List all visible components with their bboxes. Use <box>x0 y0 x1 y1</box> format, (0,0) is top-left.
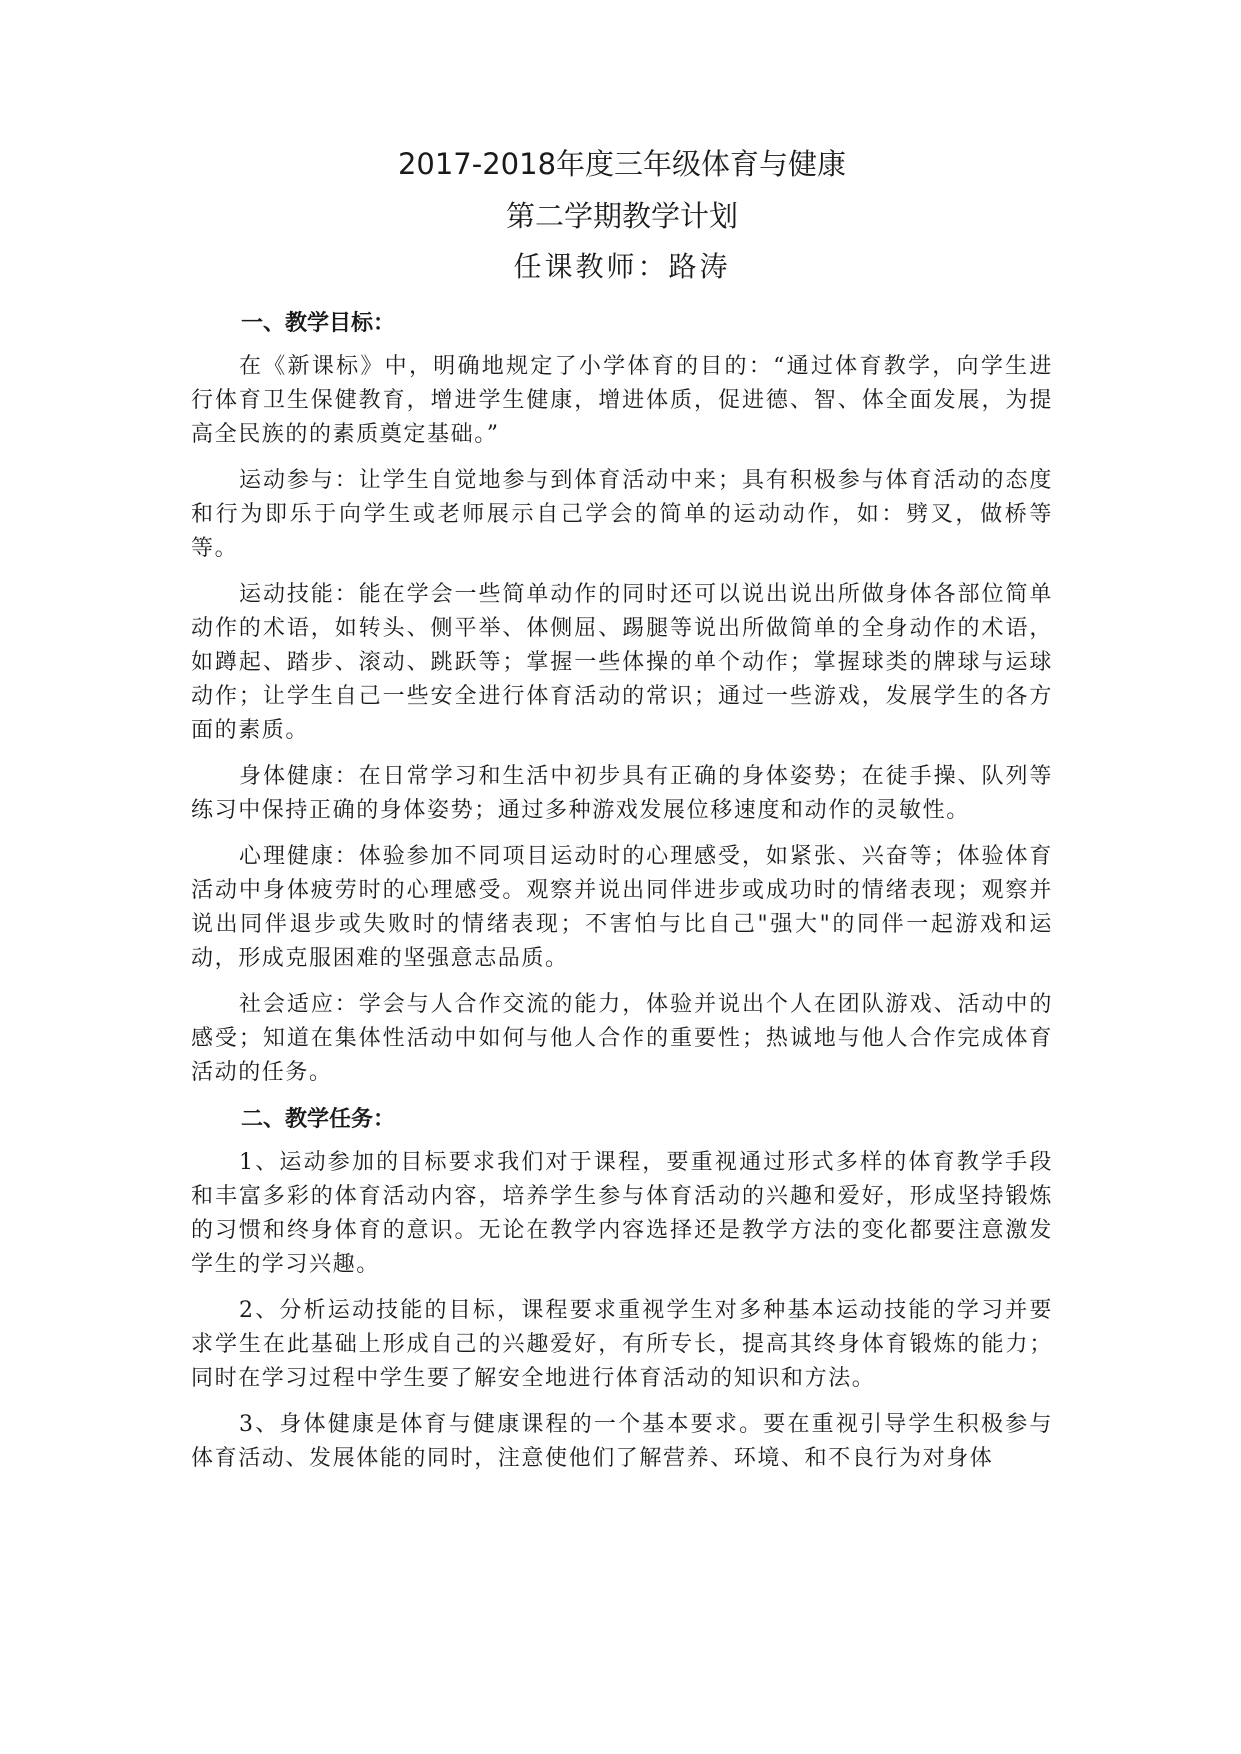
paragraph-task-1: 1、运动参加的目标要求我们对于课程，要重视通过形式多样的体育教学手段和丰富多彩的体育活动内容，培养学生参与体育活动的兴趣和爱好，形成坚持锻炼的习惯和终身体育的意识。无论在教学内容选择还是教学方法的变化都要注意激发学生的学习兴趣。 <box>191 1150 1053 1277</box>
document-title-line1: 2017-2018年度三年级体育与健康 <box>397 147 847 181</box>
section-heading-tasks: 二、教学任务： <box>241 1106 396 1132</box>
paragraph-task-2: 2、分析运动技能的目标，课程要求重视学生对多种基本运动技能的学习并要求学生在此基础上形成自己的兴趣爱好，有所专长，提高其终身体育锻炼的能力；同时在学习过程中学生要了解安全地进行体育活动的知识和方法。 <box>191 1298 1053 1391</box>
paragraph-physical-health: 身体健康：在日常学习和生活中初步具有正确的身体姿势；在徒手操、队列等练习中保持正确的身体姿势；通过多种游戏发展位移速度和动作的灵敏性。 <box>191 764 1053 823</box>
paragraph-social-adaptation: 社会适应：学会与人合作交流的能力，体验并说出个人在团队游戏、活动中的感受；知道在集体性活动中如何与他人合作的重要性；热诚地与他人合作完成体育活动的任务。 <box>191 992 1053 1085</box>
paragraph-sports-participation: 运动参与：让学生自觉地参与到体育活动中来；具有积极参与体育活动的态度和行为即乐于向学生或老师展示自己学会的简单的运动动作，如：劈叉，做桥等等。 <box>191 468 1053 561</box>
document-title-line2: 第二学期教学计划 <box>505 199 738 233</box>
paragraph-task-3: 3、身体健康是体育与健康课程的一个基本要求。要在重视引导学生积极参与体育活动、发展体能的同时，注意使他们了解营养、环境、和不良行为对身体 <box>191 1412 1053 1471</box>
paragraph-curriculum-standard: 在《新课标》中，明确地规定了小学体育的目的：“通过体育教学，向学生进行体育卫生保健教育，增进学生健康，增进体质，促进德、智、体全面发展，为提高全民族的的素质奠定基础。” <box>191 354 1053 447</box>
section-heading-goals: 一、教学目标： <box>241 310 396 336</box>
paragraph-sports-skills: 运动技能：能在学会一些简单动作的同时还可以说出说出所做身体各部位简单动作的术语，如转头、侧平举、体侧屈、踢腿等说出所做简单的全身动作的术语，如蹲起、踏步、滚动、跳跃等；掌握一些体操的单个动作；掌握球类的牌球与运球动作；让学生自己一些安全进行体育活动的常识；通过一些游戏，发展学生的各方面的素质。 <box>191 582 1053 743</box>
document-page <box>191 140 1053 1488</box>
teacher-name: 任课教师：路涛 <box>513 250 731 283</box>
paragraph-mental-health: 心理健康：体验参加不同项目运动时的心理感受，如紧张、兴奋等；体验体育活动中身体疲劳时的心理感受。观察并说出同伴进步或成功时的情绪表现；观察并说出同伴退步或失败时的情绪表现；不害怕与比自己"强大"的同伴一起游戏和运动，形成克服困难的坚强意志品质。 <box>191 844 1053 971</box>
